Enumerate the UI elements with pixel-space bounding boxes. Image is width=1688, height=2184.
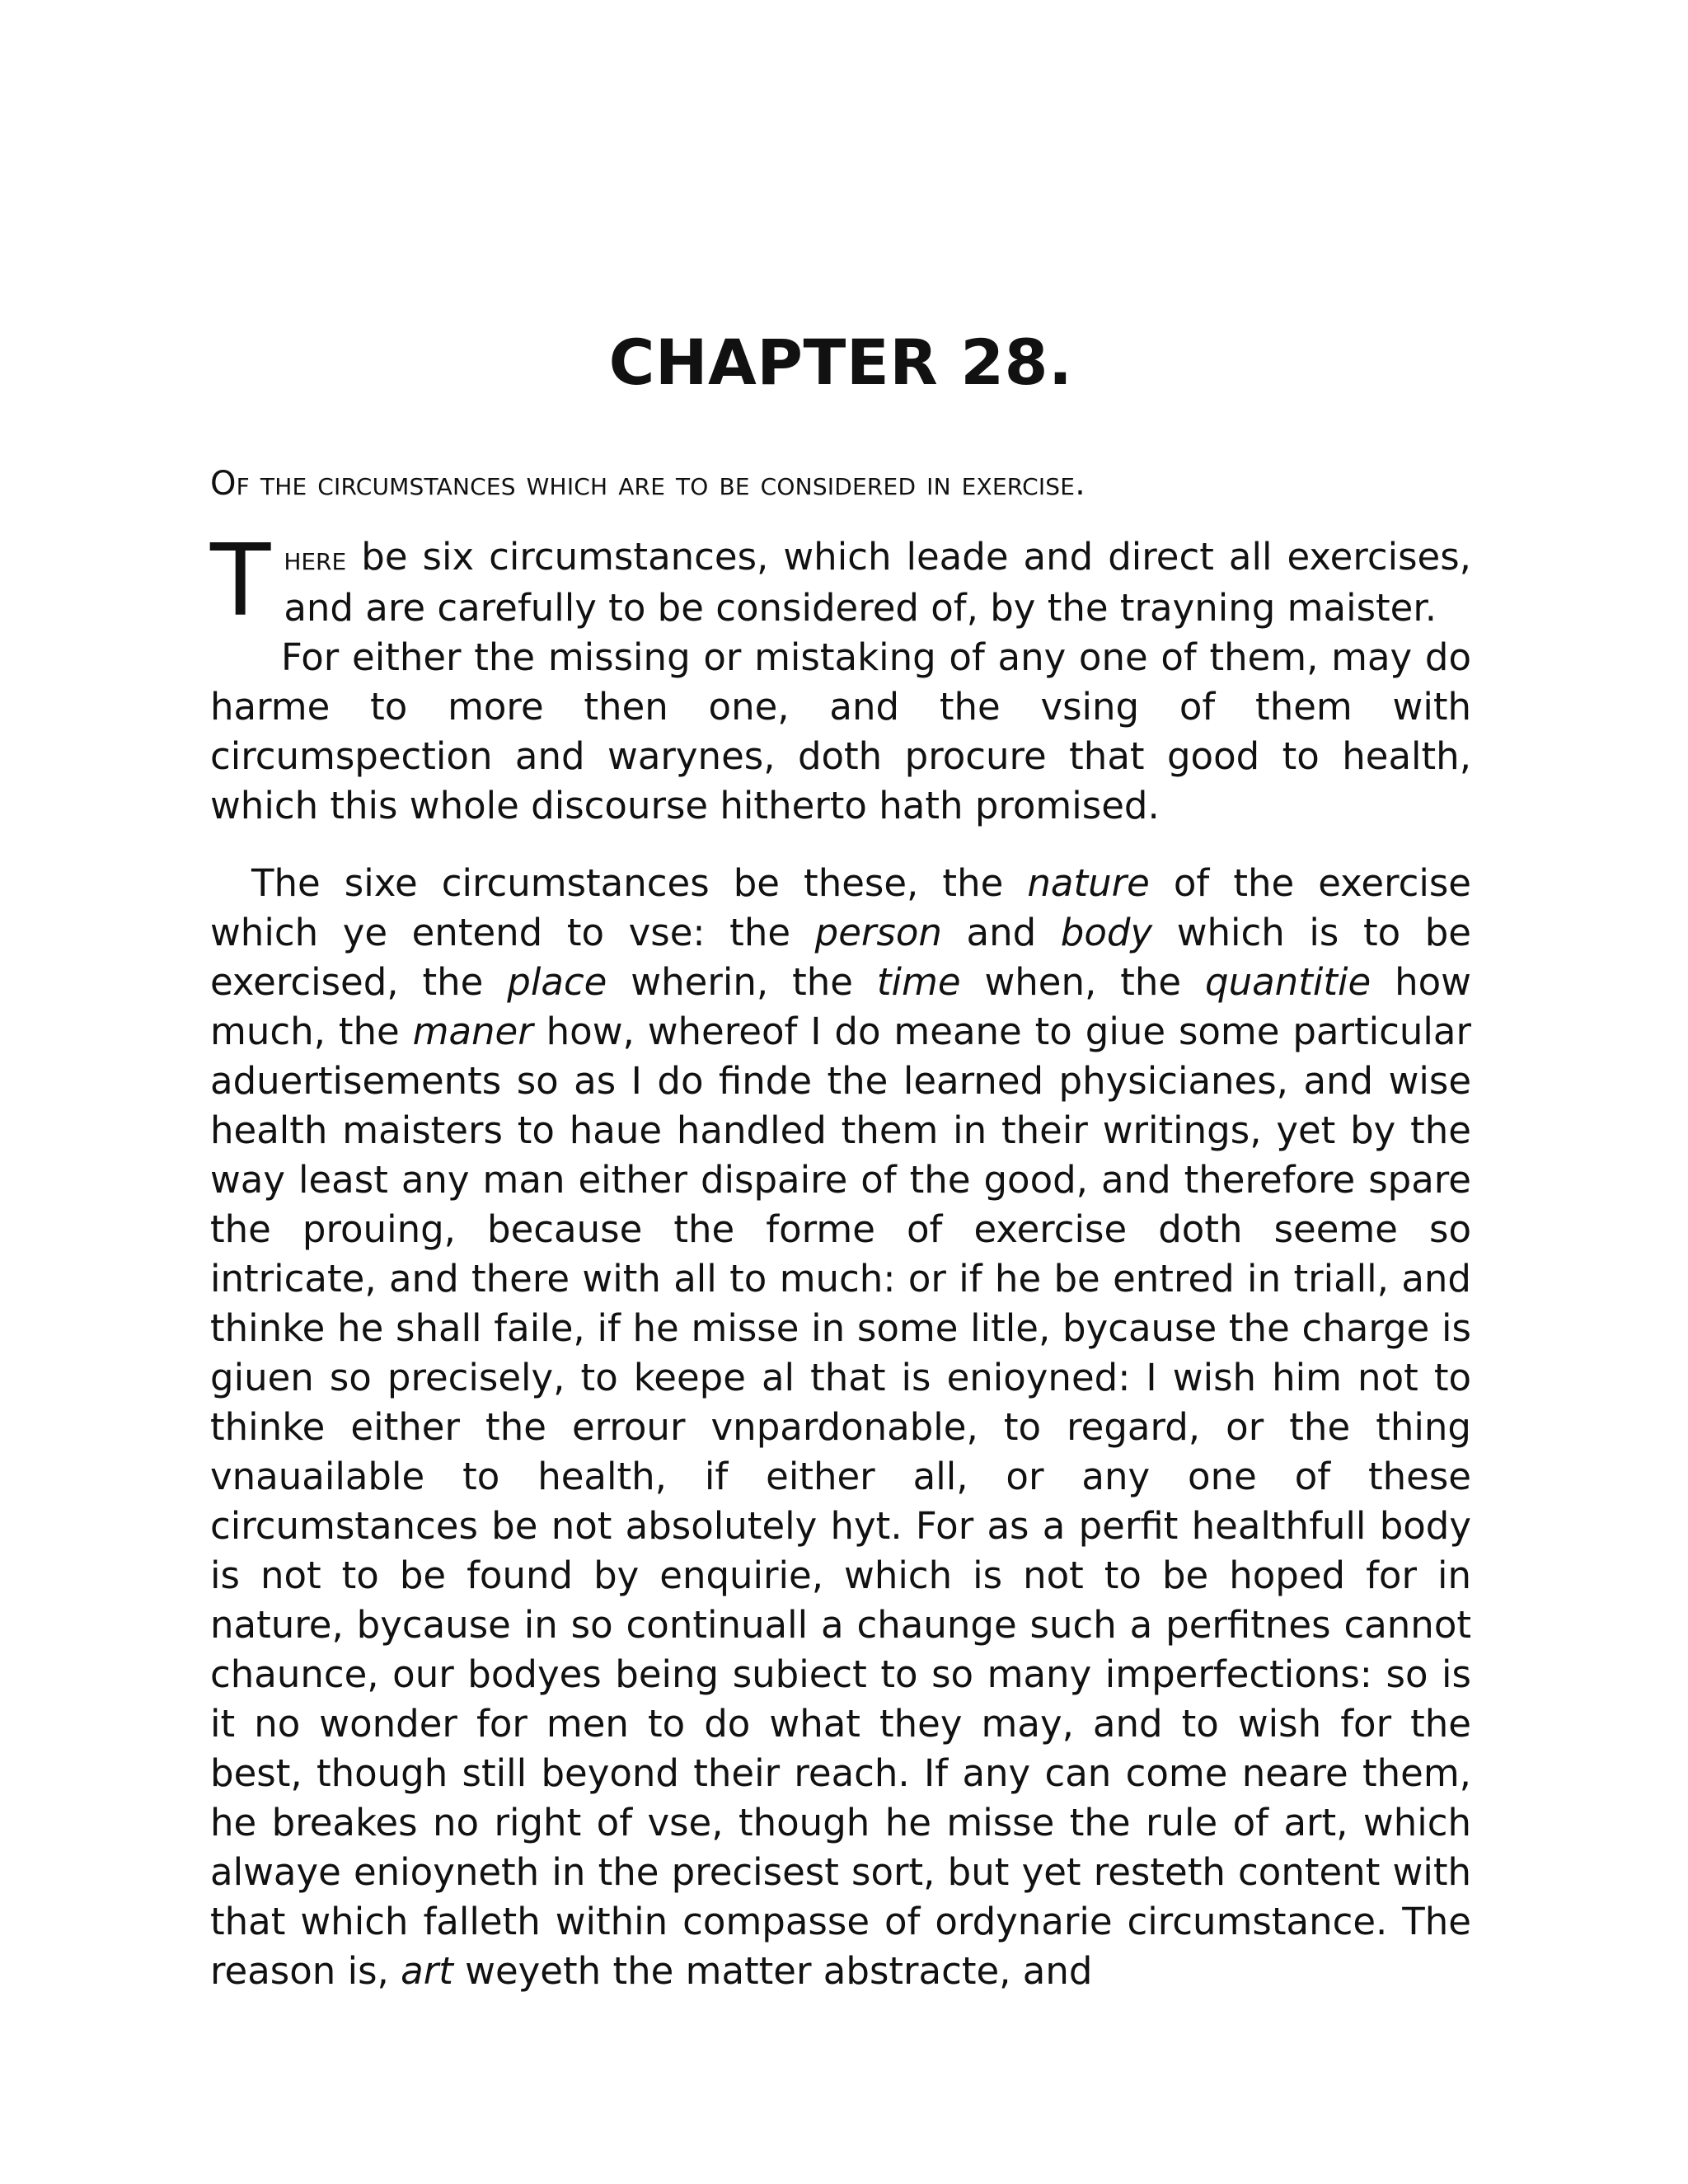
page-content [210, 321, 1471, 1996]
p2-italic-person: person [814, 911, 942, 954]
p2-text-7: how much, the [210, 960, 1471, 1053]
p2-text-8: how, whereof I do meane to giue some particular aduertisements so as I do finde the learned physicianes, and wise health maisters to haue handled them in their writings, yet by the way least any man either dispaire of the good, and therefore spare the prouing, because the forme of exercise doth seeme so intricate, and there with all to much: or if he be entred in triall, and thinke he shall faile, if he misse in some litle, bycause the charge is giuen so precisely, to keepe al that is enioyned: I wish him not to thinke either the errour vnpardonable, to regard, or the thing vnauailable to health, if either all, or any one of these circumstances be not absolutely hyt. For as a perfit healthfull body is not to be found by enquirie, which is not to be hoped for in nature, bycause in so continuall a chaunge such a perfitnes cannot chaunce, our bodyes being subiect to so many imperfections: so is it no wonder for men to do what they may, and to wish for the best, though still beyond their reach. If any can come neare them, he breakes no right of vse, though he misse the rule of art, which alwaye enioyneth in the precisest sort, but yet resteth content with that which falleth within compasse of ordynarie circumstance. The reason is, [210, 1010, 1471, 1993]
p2-text-9: weyeth the matter abstracte, and [452, 1949, 1093, 1993]
p2-italic-quantitie: quantitie [1205, 960, 1372, 1004]
small-caps-lead: here [284, 540, 347, 578]
drop-cap: T [210, 524, 271, 639]
chapter-subtitle: Of the circumstances which are to be considered in exercise. [210, 465, 1086, 503]
p2-text-1: The sixe circumstances be these, the [251, 861, 1028, 905]
p2-text-6: when, the [960, 960, 1206, 1004]
paragraph-2 [210, 859, 1471, 1996]
p2-italic-place: place [507, 960, 607, 1004]
p2-text-5: wherin, the [607, 960, 877, 1004]
p2-text-3: and [941, 911, 1061, 954]
paragraph-1-text-b: For either the missing or mistaking of any one of them, may do harme to more then one, and the vsing of them with circumspection and warynes, doth procure that good to health, which this whole discourse hitherto hath promised. [210, 635, 1471, 827]
p2-italic-maner: maner [412, 1010, 533, 1053]
p2-italic-body: body [1060, 911, 1153, 954]
paragraph-1-text-a: be six circumstances, which leade and direct all exercises, and are carefully to be considered of, by the trayning maister. [284, 535, 1471, 630]
p2-text-4: which is to be exercised, the [210, 911, 1471, 1004]
p2-italic-art: art [401, 1949, 453, 1993]
p2-italic-time: time [876, 960, 961, 1004]
p2-italic-nature: nature [1027, 861, 1150, 905]
paragraph-1 [210, 524, 1471, 831]
p2-text-2: of the exercise which ye entend to vse: the [210, 861, 1471, 954]
chapter-title: CHAPTER 28. [608, 326, 1073, 399]
